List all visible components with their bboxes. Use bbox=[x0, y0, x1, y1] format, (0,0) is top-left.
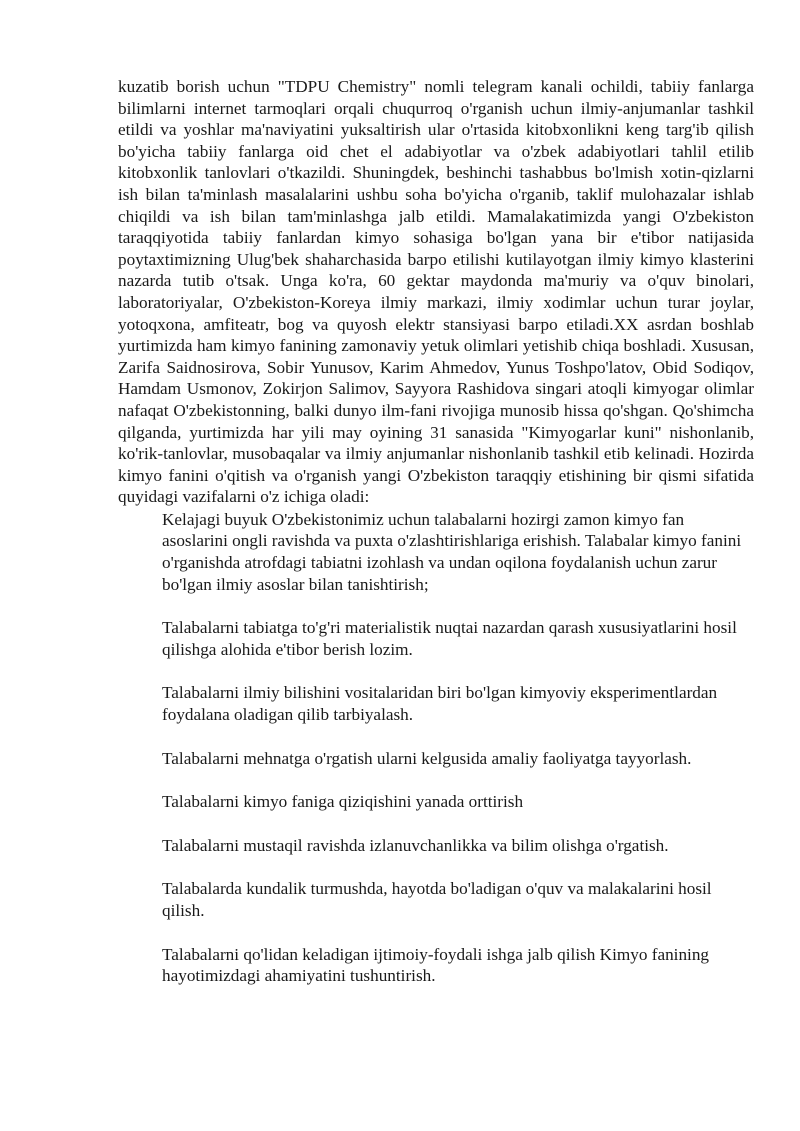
document-page bbox=[118, 76, 754, 1009]
task-list bbox=[162, 509, 750, 987]
task-item: Talabalarni mehnatga o'rgatish ularni kelgusida amaliy faoliyatga tayyorlash. bbox=[162, 748, 692, 768]
task-item: Talabalarni qo'lidan keladigan ijtimoiy-foydali ishga jalb qilish Kimyo fanining hayotimizdagi ahamiyatini tushuntirish. bbox=[162, 944, 710, 986]
task-item: Talabalarda kundalik turmushda, hayotda bo'ladigan o'quv va malakalarini hosil qilish. bbox=[162, 879, 712, 920]
task-item: Kelajagi buyuk O'zbekistonimiz uchun talabalarni hozirgi zamon kimyo fan asoslarini ongli ravishda va puxta o'zlashtirishlariga erishish. Talabalar kimyo fanini o'rganishda atrofdagi tabiatni izohlash va undan oqilona foydalanish uchun zarur bo'lgan ilmiy asoslar bilan tanishtirish; bbox=[162, 509, 742, 594]
task-item: Talabalarni tabiatga to'g'ri materialistik nuqtai nazardan qarash xususiyatlarini hosil qilishga alohida e'tibor berish lozim. bbox=[162, 618, 737, 659]
body-paragraph: kuzatib borish uchun "TDPU Chemistry" nomli telegram kanali ochildi, tabiiy fanlarga bilimlarni internet tarmoqlari orqali chuqurroq o'rganish uchun ilmiy-anjumanlar tashkil etildi va yoshlar ma'naviyatini yuksaltirish ular o'rtasida kitobxonlikni keng targ'ib qilish bo'yicha tabiiy fanlarga oid chet el adabiyotlar va o'zbek adabiyotlari tahlil etilib kitobxonlik tanlovlari o'tkazildi. Shuningdek, beshinchi tashabbus bo'lmish xotin-qizlarni ish bilan ta'minlash masalalarini ushbu soha bo'yicha o'rganib, taklif mulohazalar ishlab chiqildi va ish bilan tam'minlashga jalb etildi. Mamalakatimizda yangi O'zbekiston taraqqiyotida tabiiy fanlardan kimyo sohasiga bo'lgan yana bir e'tibor natijasida poytaxtimizning Ulug'bek shaharchasida barpo etilishi kutilayotgan ilmiy kimyo klasterini nazarda tutib o'tsak. Unga ko'ra, 60 gektar maydonda ma'muriy va o'quv binolari, laboratoriyalar, O'zbekiston-Koreya ilmiy markazi, ilmiy xodimlar uchun turar joylar, yotoqxona, amfiteatr, bog va quyosh elektr stansiyasi barpo etiladi.XX asrdan boshlab yurtimizda ham kimyo fanining zamonaviy yetuk olimlari yetishib chiqa boshladi. Xususan, Zarifa Saidnosirova, Sobir Yunusov, Karim Ahmedov, Yunus Toshpo'latov, Obid Sodiqov, Hamdam Usmonov, Zokirjon Salimov, Sayyora Rashidova singari atoqli kimyogar olimlar nafaqat O'zbekistonning, balki dunyo ilm-fani rivojiga munosib hissa qo'shgan. Qo'shimcha qilganda, yurtimizda har yili may oyining 31 sanasida "Kimyogarlar kuni" nishonlanib, ko'rik-tanlovlar, musobaqalar va ilmiy anjumanlar nishonlanib tashkil etib kelinadi. Hozirda kimyo fanini o'qitish va o'rganish yangi O'zbekiston taraqqiy etishining bir qismi sifatida quyidagi vazifalarni o'z ichiga oladi: bbox=[118, 77, 754, 507]
task-item: Talabalarni kimyo faniga qiziqishini yanada orttirish bbox=[162, 792, 524, 812]
task-item: Talabalarni ilmiy bilishini vositalaridan biri bo'lgan kimyoviy eksperimentlardan foydalana oladigan qilib tarbiyalash. bbox=[162, 683, 718, 725]
task-item: Talabalarni mustaqil ravishda izlanuvchanlikka va bilim olishga o'rgatish. bbox=[162, 835, 669, 855]
